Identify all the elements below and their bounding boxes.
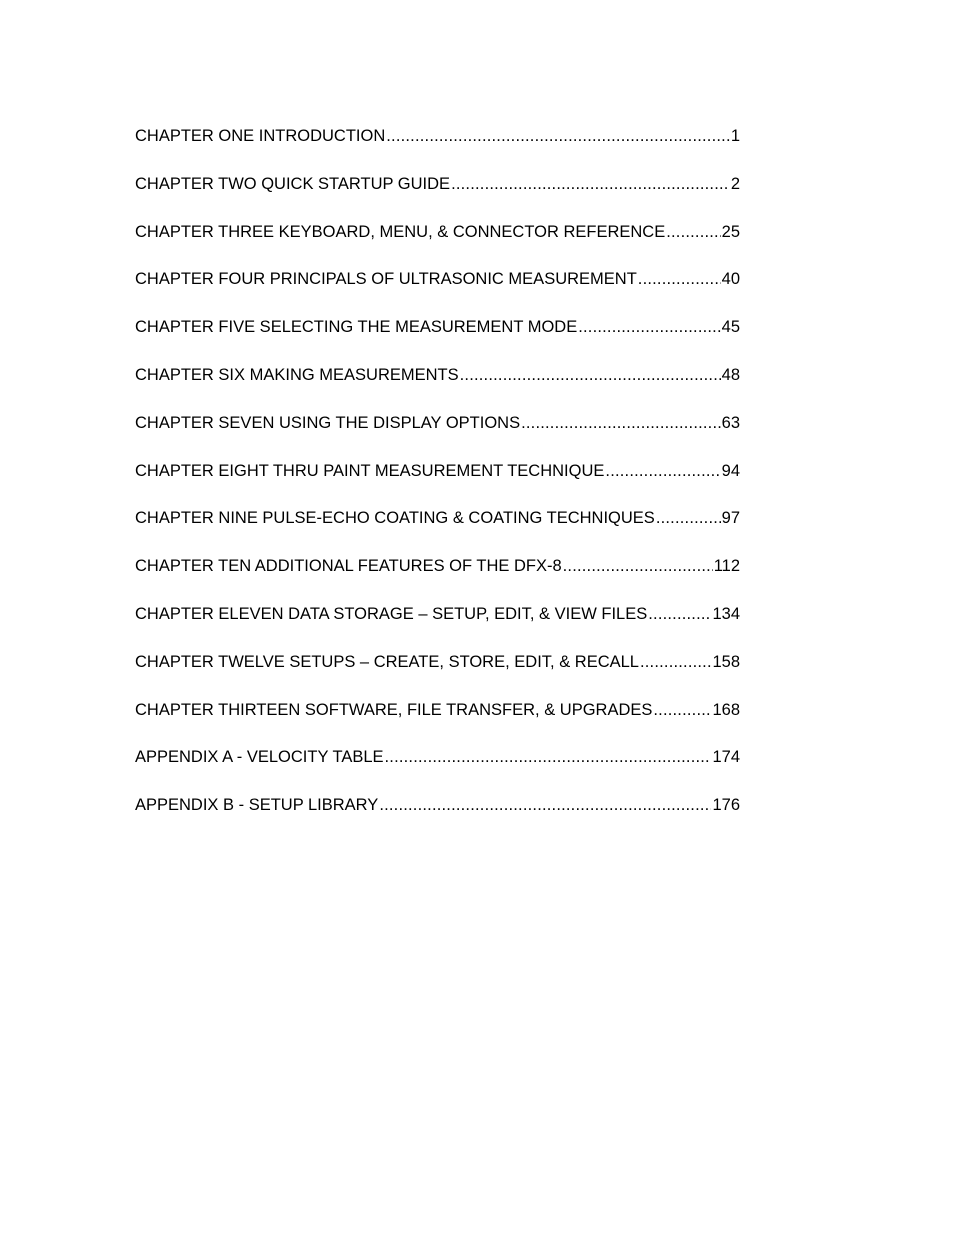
toc-entry[interactable] xyxy=(135,124,740,172)
toc-entry-title: CHAPTER THREE KEYBOARD, MENU, & CONNECTOR REFERENCE xyxy=(135,222,666,241)
toc-entry-title: CHAPTER ELEVEN DATA STORAGE – SETUP, EDIT, & VIEW FILES xyxy=(135,604,648,623)
toc-entry-page: 97 xyxy=(721,509,740,528)
toc-entry-page: 40 xyxy=(721,270,740,289)
toc-entry-page: 63 xyxy=(721,413,740,432)
toc-dot-leader xyxy=(379,793,711,817)
toc-entry[interactable] xyxy=(135,220,740,268)
toc-dot-leader xyxy=(386,124,730,148)
toc-entry-title: CHAPTER TWO QUICK STARTUP GUIDE xyxy=(135,174,451,193)
toc-dot-leader xyxy=(385,745,712,769)
toc-entry-page: 134 xyxy=(712,604,740,623)
table-of-contents xyxy=(135,124,740,841)
toc-entry[interactable] xyxy=(135,459,740,507)
toc-entry-page: 2 xyxy=(730,174,740,193)
toc-dot-leader xyxy=(451,172,730,196)
toc-entry-page: 174 xyxy=(712,748,740,767)
toc-dot-leader xyxy=(460,363,721,387)
toc-entry-title: CHAPTER THIRTEEN SOFTWARE, FILE TRANSFER, & UPGRADES xyxy=(135,700,653,719)
toc-entry-page: 94 xyxy=(721,461,740,480)
toc-entry-page: 48 xyxy=(721,365,740,384)
toc-entry-title: CHAPTER FOUR PRINCIPALS OF ULTRASONIC MEASUREMENT xyxy=(135,270,637,289)
toc-entry[interactable] xyxy=(135,172,740,220)
toc-dot-leader xyxy=(578,315,720,339)
toc-entry-page: 168 xyxy=(712,700,740,719)
toc-entry-title: CHAPTER ONE INTRODUCTION xyxy=(135,127,386,145)
toc-entry-page: 112 xyxy=(713,557,740,576)
toc-entry[interactable] xyxy=(135,411,740,459)
toc-entry-page: 176 xyxy=(712,796,740,815)
toc-dot-leader xyxy=(640,650,711,674)
toc-dot-leader xyxy=(638,267,721,291)
toc-entry[interactable] xyxy=(135,650,740,698)
toc-entry-page: 1 xyxy=(730,127,740,145)
toc-entry[interactable] xyxy=(135,554,740,602)
toc-entry[interactable] xyxy=(135,745,740,793)
toc-entry-title: CHAPTER SEVEN USING THE DISPLAY OPTIONS xyxy=(135,413,521,432)
toc-dot-leader xyxy=(656,506,721,530)
toc-entry-page: 25 xyxy=(721,222,740,241)
toc-entry-title: APPENDIX A - VELOCITY TABLE xyxy=(135,748,384,767)
toc-dot-leader xyxy=(521,411,721,435)
toc-entry[interactable] xyxy=(135,698,740,746)
toc-entry-page: 45 xyxy=(721,318,740,337)
toc-entry[interactable] xyxy=(135,267,740,315)
toc-entry-title: CHAPTER NINE PULSE-ECHO COATING & COATING TECHNIQUES xyxy=(135,509,655,528)
toc-entry[interactable] xyxy=(135,602,740,650)
toc-entry-title: CHAPTER FIVE SELECTING THE MEASUREMENT MODE xyxy=(135,318,578,337)
toc-entry-title: CHAPTER TEN ADDITIONAL FEATURES OF THE DFX-8 xyxy=(135,557,562,576)
toc-dot-leader xyxy=(605,459,720,483)
toc-entry[interactable] xyxy=(135,315,740,363)
toc-entry-title: CHAPTER EIGHT THRU PAINT MEASUREMENT TECHNIQUE xyxy=(135,461,605,480)
toc-entry[interactable] xyxy=(135,506,740,554)
toc-entry[interactable] xyxy=(135,793,740,841)
toc-entry-page: 158 xyxy=(712,652,740,671)
toc-dot-leader xyxy=(653,698,711,722)
toc-dot-leader xyxy=(666,220,720,244)
toc-dot-leader xyxy=(648,602,711,626)
toc-entry-title: CHAPTER SIX MAKING MEASUREMENTS xyxy=(135,365,459,384)
toc-dot-leader xyxy=(563,554,713,578)
toc-entry[interactable] xyxy=(135,363,740,411)
toc-entry-title: APPENDIX B - SETUP LIBRARY xyxy=(135,796,379,815)
toc-entry-title: CHAPTER TWELVE SETUPS – CREATE, STORE, EDIT, & RECALL xyxy=(135,652,639,671)
